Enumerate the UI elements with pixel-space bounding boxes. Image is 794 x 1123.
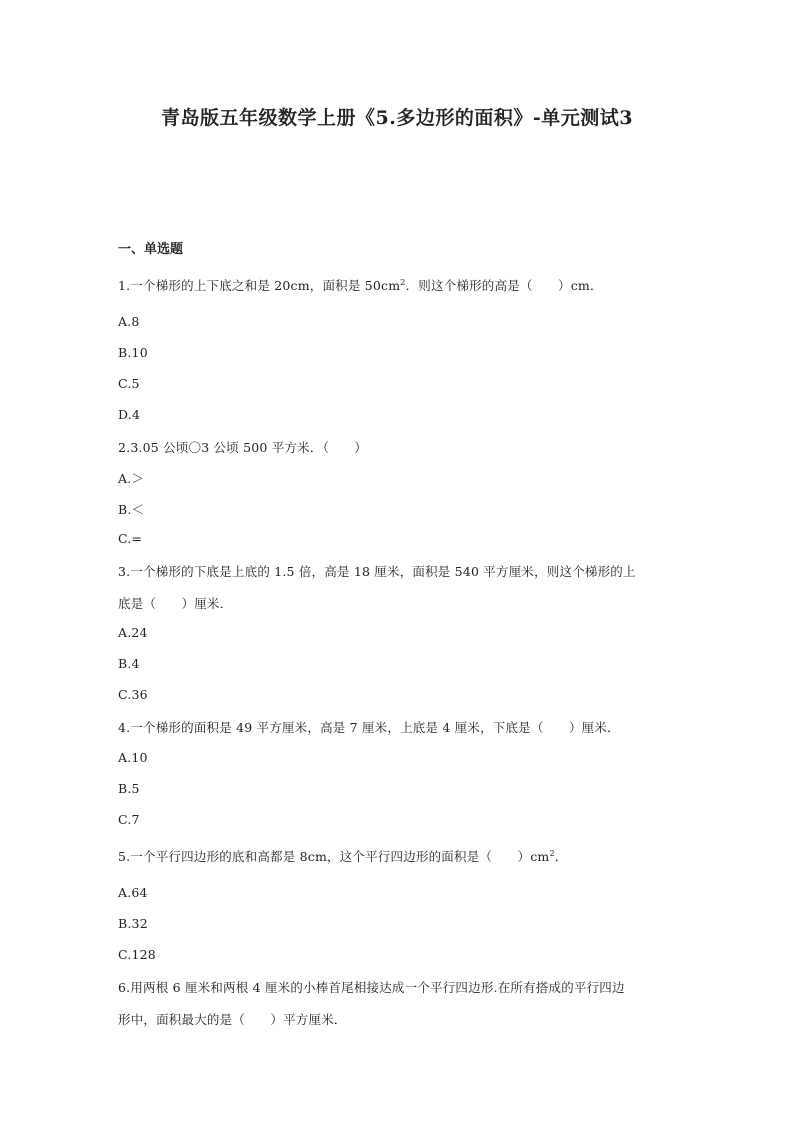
question-1-option-a: A.8	[118, 314, 140, 329]
question-4-stem: 4.一个梯形的面积是 49 平方厘米，高是 7 厘米，上底是 4 厘米，下底是（ ）厘米．	[118, 720, 620, 735]
question-5-stem: 5.一个平行四边形的底和高都是 8cm，这个平行四边形的面积是（ ）$cm^2$．	[118, 849, 568, 864]
question-3-stem-line2: 底是（ ）厘米．	[118, 596, 233, 611]
question-6-stem-line2: 形中，面积最大的是（ ）平方厘米．	[118, 1012, 347, 1027]
question-2-option-c: C.=	[118, 531, 143, 546]
question-1-option-b: B.10	[118, 345, 148, 360]
question-1-stem: 1.一个梯形的上下底之和是 20cm，面积是 $50cm^2$．则这个梯形的高是（ ）cm．	[118, 278, 603, 293]
question-5-option-b: B.32	[118, 916, 148, 931]
question-3-option-c: C.36	[118, 687, 148, 702]
question-3-option-a: A.24	[118, 625, 148, 640]
question-6-stem: 6.用两根 6 厘米和两根 4 厘米的小棒首尾相接达成一个平行四边形.在所有搭成的平行四边	[118, 980, 625, 995]
question-2-option-b: B.＜	[118, 502, 145, 517]
question-4-option-c: C.7	[118, 812, 140, 827]
question-2-stem: 2.3.05 公顷〇3 公顷 500 平方米．（ ）	[118, 440, 368, 455]
question-4-option-a: A.10	[118, 750, 148, 765]
question-1-option-d: D.4	[118, 407, 141, 422]
question-4-option-b: B.5	[118, 781, 140, 796]
question-3-stem: 3.一个梯形的下底是上底的 1.5 倍，高是 18 厘米，面积是 540 平方厘米，则这个梯形的上	[118, 564, 636, 579]
question-2-option-a: A.＞	[118, 471, 145, 486]
section-heading: 一、单选题	[118, 242, 184, 257]
question-5-option-c: C.128	[118, 947, 156, 962]
question-5-option-a: A.64	[118, 885, 148, 900]
question-3-option-b: B.4	[118, 656, 140, 671]
question-1-option-c: C.5	[118, 376, 140, 391]
document-title: 青岛版五年级数学上册《5.多边形的面积》-单元测试3	[161, 107, 633, 129]
